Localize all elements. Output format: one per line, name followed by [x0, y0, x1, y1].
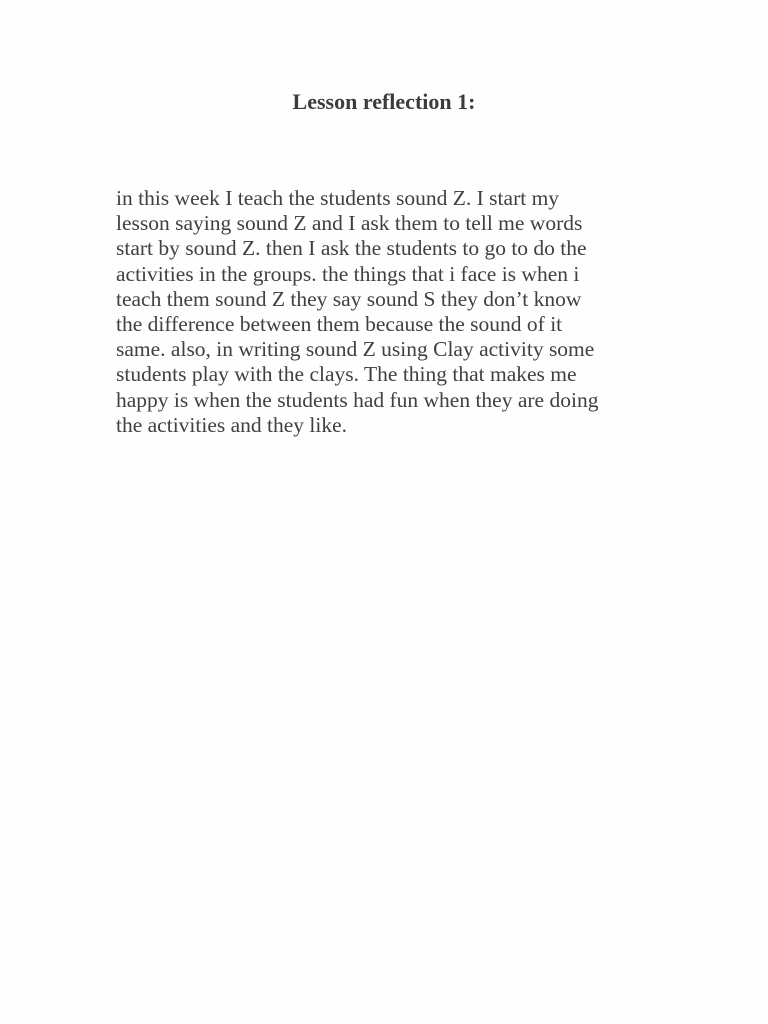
paragraph-line: happy is when the students had fun when they are doing: [116, 387, 599, 412]
paragraph-line: activities in the groups. the things that i face is when i: [116, 261, 580, 286]
paragraph-line: lesson saying sound Z and I ask them to tell me words: [116, 211, 583, 236]
paragraph-line: students play with the clays. The thing that makes me: [116, 362, 577, 387]
paragraph-line: in this week I teach the students sound Z. I start my: [116, 186, 560, 210]
paragraph-line: the activities and they like.: [116, 412, 348, 437]
paragraph-line: start by sound Z. then I ask the students to go to do the: [116, 236, 587, 261]
reflection-paragraph: [116, 186, 656, 438]
paragraph-line: the difference between them because the sound of it: [116, 312, 563, 337]
document-title: Lesson reflection 1:: [292, 89, 476, 114]
paragraph-line: teach them sound Z they say sound S they don’t know: [116, 286, 582, 311]
paragraph-line: same. also, in writing sound Z using Clay activity some: [116, 337, 595, 362]
